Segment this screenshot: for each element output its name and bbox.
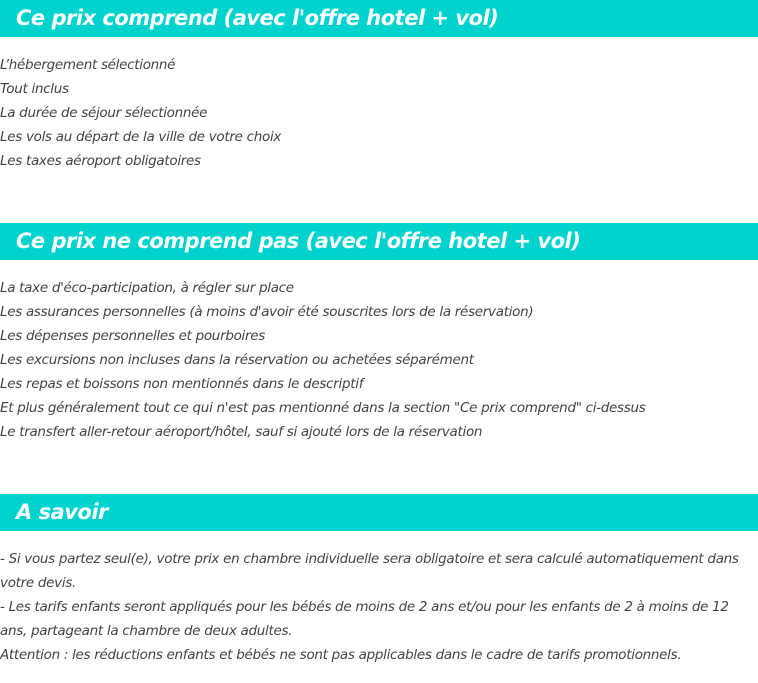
- good-to-know-note: - Si vous partez seul(e), votre prix en chambre individuelle sera obligatoire et sera calculé automatiquement dans votre devis.: [0, 551, 739, 591]
- includes-section-title: Ce prix comprend (avec l'offre hotel + vol): [0, 0, 758, 37]
- good-to-know-note: Attention : les réductions enfants et bébés ne sont pas applicables dans le cadre de tarifs promotionnels.: [0, 647, 682, 663]
- excludes-item: Les assurances personnelles (à moins d'avoir été souscrites lors de la réservation): [0, 304, 534, 320]
- includes-list: [0, 53, 281, 173]
- excludes-item: Et plus généralement tout ce qui n'est pas mentionné dans la section "Ce prix comprend" ci-dessus: [0, 400, 646, 416]
- includes-item: Tout inclus: [0, 81, 69, 97]
- excludes-item: Les dépenses personnelles et pourboires: [0, 328, 265, 344]
- includes-item: Les vols au départ de la ville de votre choix: [0, 129, 282, 145]
- excludes-item: Les excursions non incluses dans la réservation ou achetées séparément: [0, 352, 474, 368]
- excludes-item: Les repas et boissons non mentionnés dans le descriptif: [0, 376, 364, 392]
- excludes-item: Le transfert aller-retour aéroport/hôtel, sauf si ajouté lors de la réservation: [0, 424, 483, 440]
- excludes-list: [0, 276, 646, 444]
- includes-item: La durée de séjour sélectionnée: [0, 105, 208, 121]
- includes-item: L’hébergement sélectionné: [0, 57, 176, 73]
- includes-item: Les taxes aéroport obligatoires: [0, 153, 201, 169]
- good-to-know-note: - Les tarifs enfants seront appliqués pour les bébés de moins de 2 ans et/ou pour les enfants de 2 à moins de 12 ans, partageant la chambre de deux adultes.: [0, 599, 729, 639]
- excludes-section-title: Ce prix ne comprend pas (avec l'offre hotel + vol): [0, 223, 758, 260]
- good-to-know-notes: [0, 547, 758, 667]
- good-to-know-section-title: A savoir: [0, 494, 758, 531]
- excludes-item: La taxe d'éco-participation, à régler sur place: [0, 280, 294, 296]
